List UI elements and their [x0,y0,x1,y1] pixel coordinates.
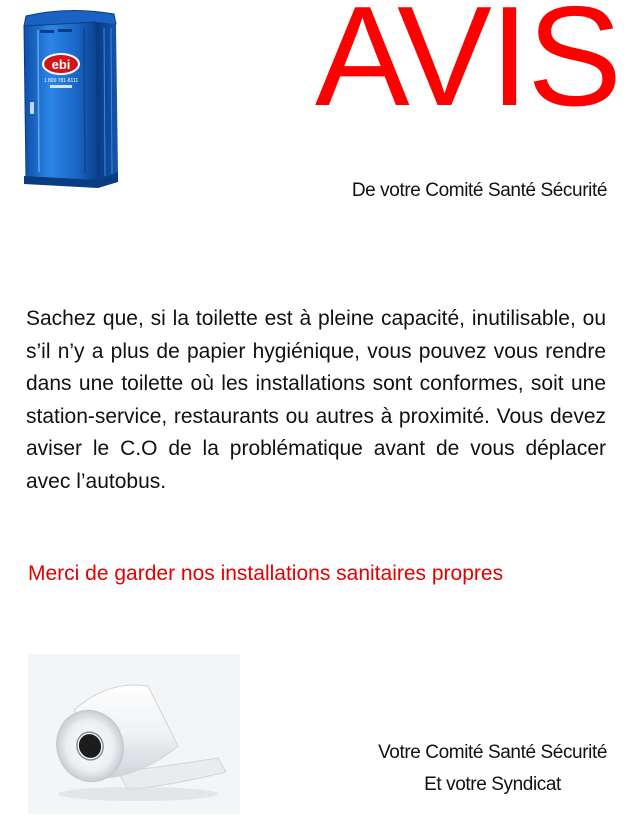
avis-title: AVIS [314,0,620,136]
signature [378,737,607,801]
signature-line-2: Et votre Syndicat [424,774,561,795]
toilet-logo-text: ebi [51,57,71,72]
signature-line-1: Votre Comité Santé Sécurité [378,742,607,763]
portable-toilet-image [18,6,122,188]
thanks-message: Merci de garder nos installations sanitaires propres [28,562,504,585]
toilet-phone-text: 1 800 781-8111 [43,78,79,84]
toilet-paper-image [28,654,240,814]
notice-body: Sachez que, si la toilette est à pleine capacité, inutilisable, ou s’il n’y a plus de papier hygiénique, vous pouvez vous rendre dans une toilette où les installations sont conformes, soit une station-service, restaurants ou autres à proximité. Vous devez aviser le C.O de la problématique avant de vous déplacer avec l’autobus. [26,307,606,493]
subtitle: De votre Comité Santé Sécurité [351,180,607,201]
